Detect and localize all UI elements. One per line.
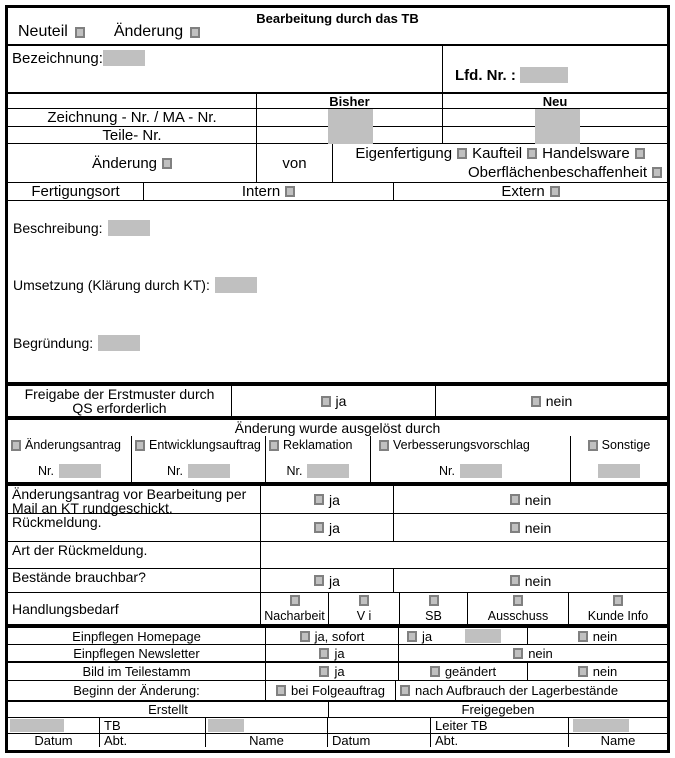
homepage-ja-sofort-cell	[266, 628, 399, 644]
teile-nr-label-cell	[8, 127, 257, 143]
sb-option	[400, 593, 468, 624]
freigabe-label: Freigabe der Erstmuster durch QS erforderlich	[24, 386, 215, 416]
lfd-nr-field[interactable]	[520, 67, 568, 83]
zeichnung-nr-label: Zeichnung - Nr. / MA - Nr.	[47, 109, 217, 126]
freigegeben-datum-value-cell	[328, 718, 431, 733]
zeichnung-nr-row	[8, 109, 667, 127]
change-request-form	[5, 5, 670, 753]
erstellt-cell	[8, 702, 329, 717]
aenderung-row-checkbox[interactable]	[162, 158, 172, 169]
extern-checkbox[interactable]	[550, 186, 560, 197]
teilestamm-ja-checkbox[interactable]	[319, 666, 329, 677]
rueckmeldung-nein-checkbox[interactable]	[510, 522, 520, 533]
teilestamm-geaendert-checkbox[interactable]	[430, 666, 440, 677]
neu-nr-field[interactable]	[535, 109, 580, 144]
bisher-header-cell	[257, 94, 443, 108]
nein-label: nein	[528, 645, 553, 661]
beginn-label-cell	[8, 681, 266, 700]
art-rueckmeldung-label: Art der Rückmeldung.	[12, 542, 148, 558]
vi-label: V i	[356, 609, 372, 623]
newsletter-label-cell	[8, 645, 266, 661]
von-label: von	[282, 154, 307, 172]
homepage-ja-checkbox[interactable]	[407, 631, 417, 642]
umsetzung-line	[13, 277, 257, 293]
extern-label: Extern	[501, 183, 545, 200]
erstellt-name-field[interactable]	[208, 719, 244, 732]
bezeichnung-field[interactable]	[103, 50, 145, 66]
neu-header-cell	[443, 94, 667, 108]
sb-label: SB	[425, 609, 442, 623]
ausschuss-option	[468, 593, 569, 624]
description-block	[8, 201, 667, 386]
datum-label: Datum	[332, 733, 371, 748]
freigegeben-name-value-cell	[569, 718, 667, 733]
nr-label: Nr.	[286, 464, 303, 478]
art-rueckmeldung-row	[8, 542, 667, 569]
rueckmeldung-row	[8, 514, 667, 542]
newsletter-ja-checkbox[interactable]	[319, 648, 329, 659]
newsletter-nein-cell	[399, 645, 667, 661]
eigenfertigung-checkbox[interactable]	[457, 148, 467, 159]
ausschuss-label: Ausschuss	[487, 609, 549, 623]
erstellt-datum-field[interactable]	[10, 719, 64, 732]
beschreibung-field[interactable]	[108, 220, 150, 236]
folgeauftrag-checkbox[interactable]	[276, 685, 286, 696]
vi-option	[329, 593, 400, 624]
beginn-label: Beginn der Änderung:	[73, 683, 200, 698]
ja-label: ja	[329, 519, 340, 536]
kunde-info-checkbox[interactable]	[613, 595, 623, 606]
handlungsbedarf-row	[8, 593, 667, 624]
intern-checkbox[interactable]	[285, 186, 295, 197]
bezeichnung-label: Bezeichnung:	[12, 50, 103, 67]
verbesserungsvorschlag-label: Verbesserungsvorschlag	[393, 438, 530, 452]
rueckmeldung-nein-cell	[394, 514, 667, 541]
sonstige-cell	[571, 436, 667, 482]
rueckmeldung-section	[8, 486, 667, 628]
newsletter-nein-checkbox[interactable]	[513, 648, 523, 659]
aenderung-row-label: Änderung	[91, 154, 158, 172]
eigenfertigung-label: Eigenfertigung	[355, 145, 453, 162]
ausschuss-checkbox[interactable]	[513, 595, 523, 606]
rueckmeldung-ja-cell	[261, 514, 394, 541]
umsetzung-field[interactable]	[215, 277, 257, 293]
begruendung-label: Begründung:	[13, 335, 94, 351]
kunde-info-label: Kunde Info	[587, 609, 649, 623]
name-label: Name	[600, 733, 636, 748]
bestaende-nein-checkbox[interactable]	[510, 575, 520, 586]
teilestamm-ja-cell	[266, 663, 399, 680]
vi-checkbox[interactable]	[359, 595, 369, 606]
newsletter-row	[8, 645, 667, 663]
freigegeben-name-field[interactable]	[573, 719, 629, 732]
entwicklungsauftrag-nr-field[interactable]	[188, 464, 230, 478]
erstellt-abt-value-cell	[100, 718, 206, 733]
handelsware-label: Handelsware	[542, 145, 630, 162]
aenderungsantrag-label: Änderungsantrag	[25, 438, 121, 452]
geaendert-label: geändert	[444, 664, 497, 679]
bisher-label: Bisher	[329, 93, 370, 109]
nacharbeit-label: Nacharbeit	[264, 609, 325, 623]
bisher-nr-field[interactable]	[328, 109, 373, 144]
aenderungsantrag-nr-field[interactable]	[59, 464, 101, 478]
reklamation-nr-field[interactable]	[307, 464, 349, 478]
freigabe-ja-cell	[232, 386, 436, 416]
rueckmeldung-label: Rückmeldung.	[12, 514, 102, 530]
folgeauftrag-cell	[266, 681, 396, 700]
tb-label: TB	[104, 718, 121, 733]
erstellt-abt-caption	[100, 734, 206, 747]
oberflaechenbeschaffenheit-checkbox[interactable]	[652, 167, 662, 178]
aenderung-row-cell	[8, 144, 257, 182]
handlungsbedarf-label: Handlungsbedarf	[12, 600, 119, 617]
fertigungsort-label: Fertigungsort	[31, 183, 120, 200]
von-cell	[257, 144, 333, 182]
rundgeschickt-nein-cell	[394, 486, 667, 513]
signature-header-row	[8, 702, 667, 718]
newsletter-ja-cell	[266, 645, 399, 661]
entwicklungsauftrag-cell	[132, 436, 266, 482]
beschreibung-label: Beschreibung:	[13, 220, 103, 236]
ausgeloest-section	[8, 420, 667, 486]
sonstige-checkbox[interactable]	[588, 440, 598, 451]
reklamation-cell	[266, 436, 371, 482]
freigegeben-datum-caption	[328, 734, 431, 747]
erstellt-datum-value-cell	[8, 718, 100, 733]
neuteil-label: Neuteil	[18, 23, 68, 40]
beginn-row	[8, 681, 667, 702]
bestaende-ja-cell	[261, 569, 394, 592]
reklamation-checkbox[interactable]	[269, 440, 279, 451]
handelsware-checkbox[interactable]	[635, 148, 645, 159]
teilestamm-geaendert-cell	[399, 663, 528, 680]
empty-cell	[8, 94, 257, 108]
nacharbeit-checkbox[interactable]	[290, 595, 300, 606]
intern-cell	[144, 183, 394, 200]
erstellt-label: Erstellt	[148, 702, 188, 717]
neu-label: Neu	[542, 93, 568, 109]
aenderungsantrag-cell	[8, 436, 132, 482]
rundgeschickt-nein-checkbox[interactable]	[510, 494, 520, 505]
verbesserungsvorschlag-nr-field[interactable]	[460, 464, 502, 478]
ausgeloest-columns	[8, 436, 667, 482]
nr-label: Nr.	[439, 464, 455, 478]
freigegeben-abt-value-cell	[431, 718, 569, 733]
rundgeschickt-ja-cell	[261, 486, 394, 513]
ja-label: ja	[329, 572, 340, 589]
freigabe-nein-checkbox[interactable]	[531, 396, 541, 407]
art-rueckmeldung-label-cell	[8, 542, 261, 568]
homepage-row	[8, 628, 667, 645]
freigegeben-abt-caption	[431, 734, 569, 747]
erstellt-name-value-cell	[206, 718, 328, 733]
homepage-ja-cell	[399, 628, 528, 644]
zeichnung-nr-label-cell	[8, 109, 257, 126]
ausgeloest-header: Änderung wurde ausgelöst durch	[234, 420, 441, 436]
homepage-date-field[interactable]	[465, 629, 501, 643]
bestaende-nein-cell	[394, 569, 667, 592]
nein-label: nein	[524, 572, 552, 589]
kaufteil-checkbox[interactable]	[527, 148, 537, 159]
teilestamm-label: Bild im Teilestamm	[82, 664, 191, 679]
nein-label: nein	[524, 491, 552, 508]
abt-label: Abt.	[435, 733, 459, 748]
sb-checkbox[interactable]	[429, 595, 439, 606]
entwicklungsauftrag-label: Entwicklungsauftrag	[149, 438, 261, 452]
signature-caption-row	[8, 734, 667, 747]
homepage-ja-sofort-checkbox[interactable]	[300, 631, 310, 642]
teilestamm-label-cell	[8, 663, 266, 680]
freigabe-ja-checkbox[interactable]	[321, 396, 331, 407]
zeichnung-neu-cell	[443, 109, 667, 126]
bezeichnung-cell	[8, 46, 443, 92]
begruendung-field[interactable]	[98, 335, 140, 351]
signature-value-row	[8, 718, 667, 734]
freigegeben-name-caption	[569, 734, 667, 747]
rundgeschickt-label-cell	[8, 486, 261, 516]
nein-label: nein	[524, 519, 552, 536]
teile-nr-label: Teile- Nr.	[102, 126, 162, 144]
kaufteil-label: Kaufteil	[472, 145, 523, 162]
sonstige-field[interactable]	[598, 464, 640, 478]
bestaende-row	[8, 569, 667, 593]
aenderung-checkbox[interactable]	[190, 27, 200, 38]
umsetzung-label: Umsetzung (Klärung durch KT):	[13, 277, 210, 293]
freigabe-row	[8, 386, 667, 420]
aufbrauch-checkbox[interactable]	[400, 685, 410, 696]
rueckmeldung-ja-checkbox[interactable]	[314, 522, 324, 533]
bestaende-label-cell	[8, 569, 261, 592]
aufbrauch-cell	[396, 681, 667, 700]
rueckmeldung-label-cell	[8, 514, 261, 541]
type-toggles	[18, 23, 222, 41]
homepage-nein-checkbox[interactable]	[578, 631, 588, 642]
erstellt-name-caption	[206, 734, 328, 747]
datum-label: Datum	[34, 733, 73, 748]
nein-label: nein	[592, 664, 618, 679]
folgeauftrag-label: bei Folgeauftrag	[291, 683, 385, 698]
intern-label: Intern	[241, 183, 281, 200]
form-title: Bearbeitung durch das TB	[256, 11, 419, 26]
verbesserungsvorschlag-checkbox[interactable]	[379, 440, 389, 451]
aenderung-von-row	[8, 144, 667, 183]
oberflaechenbeschaffenheit-label: Oberflächenbeschaffenheit	[467, 164, 648, 181]
bestaende-label: Bestände brauchbar?	[12, 569, 146, 585]
aufbrauch-label: nach Aufbrauch der Lagerbestände	[415, 683, 619, 698]
zeichnung-bisher-cell	[257, 109, 443, 126]
freigegeben-label: Freigegeben	[461, 702, 535, 717]
leiter-tb-label: Leiter TB	[435, 718, 488, 733]
rundgeschickt-ja-checkbox[interactable]	[314, 494, 324, 505]
neuteil-checkbox[interactable]	[75, 27, 85, 38]
bezeichnung-row	[8, 46, 667, 94]
form-header	[8, 8, 667, 46]
bestaende-ja-checkbox[interactable]	[314, 575, 324, 586]
ja-label: ja	[329, 491, 340, 508]
teilestamm-nein-checkbox[interactable]	[578, 666, 588, 677]
ja-sofort-label: ja, sofort	[314, 628, 365, 644]
entwicklungsauftrag-checkbox[interactable]	[135, 440, 145, 451]
freigabe-label-cell	[8, 386, 232, 416]
aenderungsantrag-checkbox[interactable]	[11, 440, 21, 451]
ja-label: ja	[334, 664, 345, 679]
verbesserungsvorschlag-cell	[371, 436, 571, 482]
ja-label: ja	[422, 628, 433, 644]
teilestamm-nein-cell	[528, 663, 667, 680]
homepage-nein-cell	[528, 628, 667, 644]
abt-label: Abt.	[104, 733, 128, 748]
begruendung-line	[13, 335, 140, 351]
lfd-nr-cell	[443, 46, 667, 92]
rundgeschickt-row	[8, 486, 667, 514]
lfd-nr-label: Lfd. Nr. :	[455, 66, 516, 84]
freigegeben-cell	[329, 702, 667, 717]
nacharbeit-option	[261, 593, 329, 624]
sonstige-label: Sonstige	[601, 438, 651, 452]
nein-label: nein	[592, 628, 618, 644]
newsletter-label: Einpflegen Newsletter	[73, 645, 200, 661]
fertigungsort-label-cell	[8, 183, 144, 200]
bisher-neu-header-row	[8, 94, 667, 109]
freigabe-nein-cell	[436, 386, 667, 416]
erstellt-datum-caption	[8, 734, 100, 747]
ja-label: ja	[334, 645, 345, 661]
fertigungsart-cell	[333, 144, 667, 182]
freigabe-nein-label: nein	[545, 393, 573, 409]
nr-label: Nr.	[38, 464, 54, 478]
nr-label: Nr.	[167, 464, 183, 478]
teilestamm-row	[8, 663, 667, 681]
handlungsbedarf-label-cell	[8, 593, 261, 624]
freigabe-ja-label: ja	[335, 393, 347, 409]
aenderung-label: Änderung	[113, 23, 184, 40]
art-rueckmeldung-field-cell[interactable]	[261, 542, 667, 568]
beschreibung-line	[13, 220, 150, 236]
rundgeschickt-label: Änderungsantrag vor Bearbeitung per Mail an KT rundgeschickt.	[12, 486, 247, 516]
homepage-label: Einpflegen Homepage	[72, 628, 201, 644]
fertigungsort-row	[8, 183, 667, 201]
homepage-label-cell	[8, 628, 266, 644]
extern-cell	[394, 183, 667, 200]
kunde-info-option	[569, 593, 667, 624]
reklamation-label: Reklamation	[283, 438, 353, 452]
name-label: Name	[249, 733, 284, 748]
